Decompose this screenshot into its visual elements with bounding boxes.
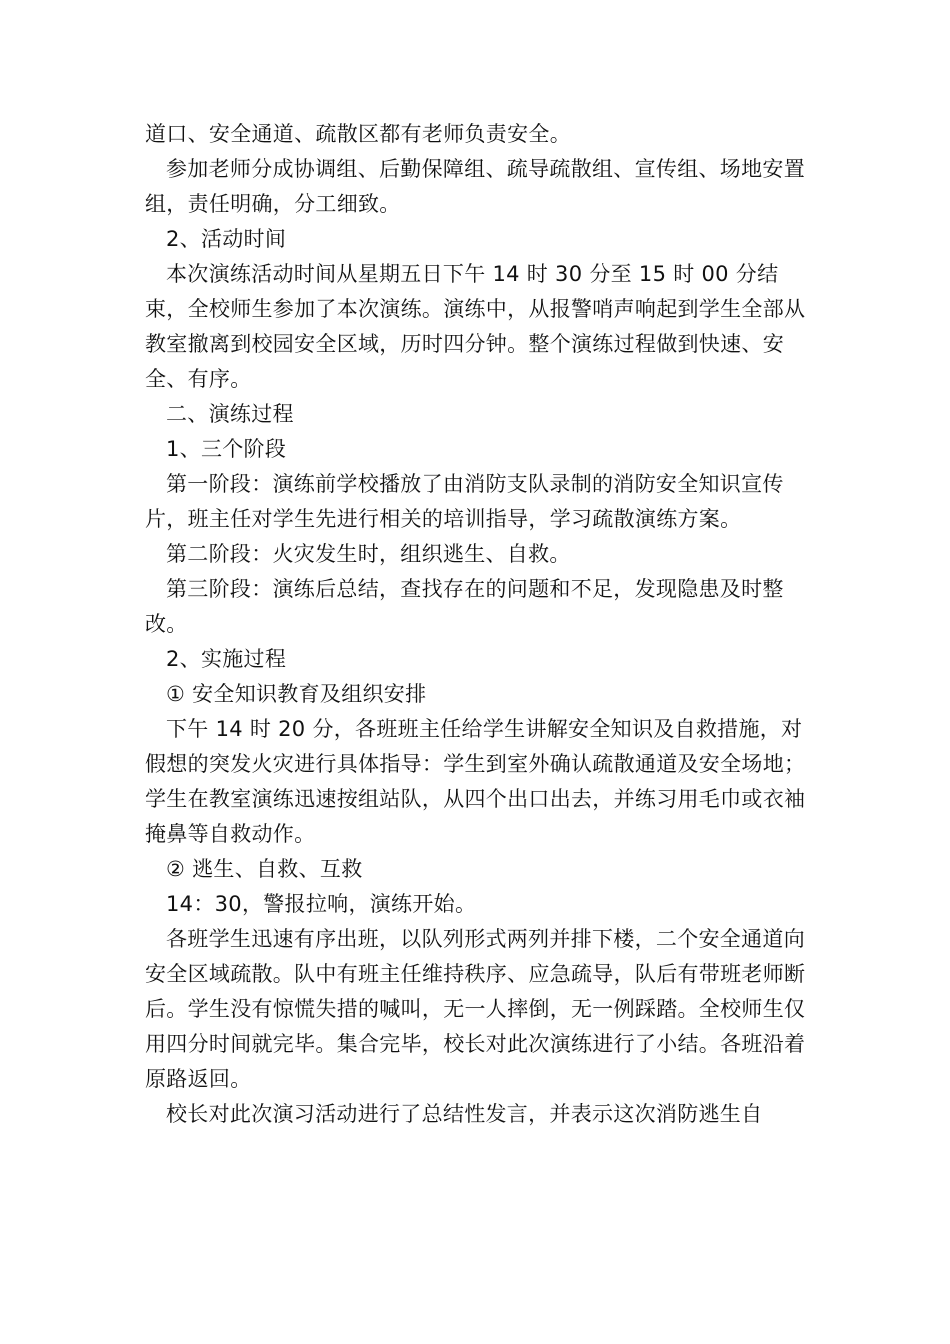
paragraph: 14：30，警报拉响，演练开始。 bbox=[166, 892, 477, 916]
paragraph: 校长对此次演习活动进行了总结性发言，并表示这次消防逃生自 bbox=[166, 1102, 763, 1126]
paragraph: 本次演练活动时间从星期五日下午 14 时 30 分至 15 时 00 分结束，全校师生参加了本次演练。演练中，从报警哨声响起到学生全部从教室撤离到校园安全区域，历时四分钟。整个演练过程做到快速、安全、有序。 bbox=[145, 262, 806, 391]
sub-heading: ① 安全知识教育及组织安排 bbox=[166, 682, 427, 706]
paragraph: 参加老师分成协调组、后勤保障组、疏导疏散组、宣传组、场地安置组，责任明确，分工细致。 bbox=[145, 157, 805, 216]
paragraph: 各班学生迅速有序出班，以队列形式两列并排下楼，二个安全通道向安全区域疏散。队中有班主任维持秩序、应急疏导，队后有带班老师断后。学生没有惊慌失措的喊叫，无一人摔倒，无一例踩踏。全校师生仅用四分时间就完毕。集合完毕，校长对此次演练进行了小结。各班沿着原路返回。 bbox=[145, 927, 806, 1091]
paragraph: 第三阶段：演练后总结，查找存在的问题和不足，发现隐患及时整改。 bbox=[145, 577, 784, 636]
section-heading: 2、活动时间 bbox=[166, 227, 287, 251]
sub-heading: ② 逃生、自救、互救 bbox=[166, 857, 363, 881]
section-heading: 二、演练过程 bbox=[166, 402, 294, 426]
section-heading: 2、实施过程 bbox=[166, 647, 287, 671]
section-heading: 1、三个阶段 bbox=[166, 437, 287, 461]
paragraph: 第二阶段：火灾发生时，组织逃生、自救。 bbox=[166, 542, 571, 566]
paragraph: 第一阶段：演练前学校播放了由消防支队录制的消防安全知识宣传片，班主任对学生先进行相关的培训指导，学习疏散演练方案。 bbox=[145, 472, 784, 531]
document-body bbox=[145, 117, 815, 1132]
paragraph: 道口、安全通道、疏散区都有老师负责安全。 bbox=[145, 122, 571, 146]
paragraph: 下午 14 时 20 分，各班班主任给学生讲解安全知识及自救措施，对假想的突发火灾进行具体指导：学生到室外确认疏散通道及安全场地；学生在教室演练迅速按组站队，从四个出口出去，并练习用毛巾或衣袖掩鼻等自救动作。 bbox=[145, 717, 806, 846]
